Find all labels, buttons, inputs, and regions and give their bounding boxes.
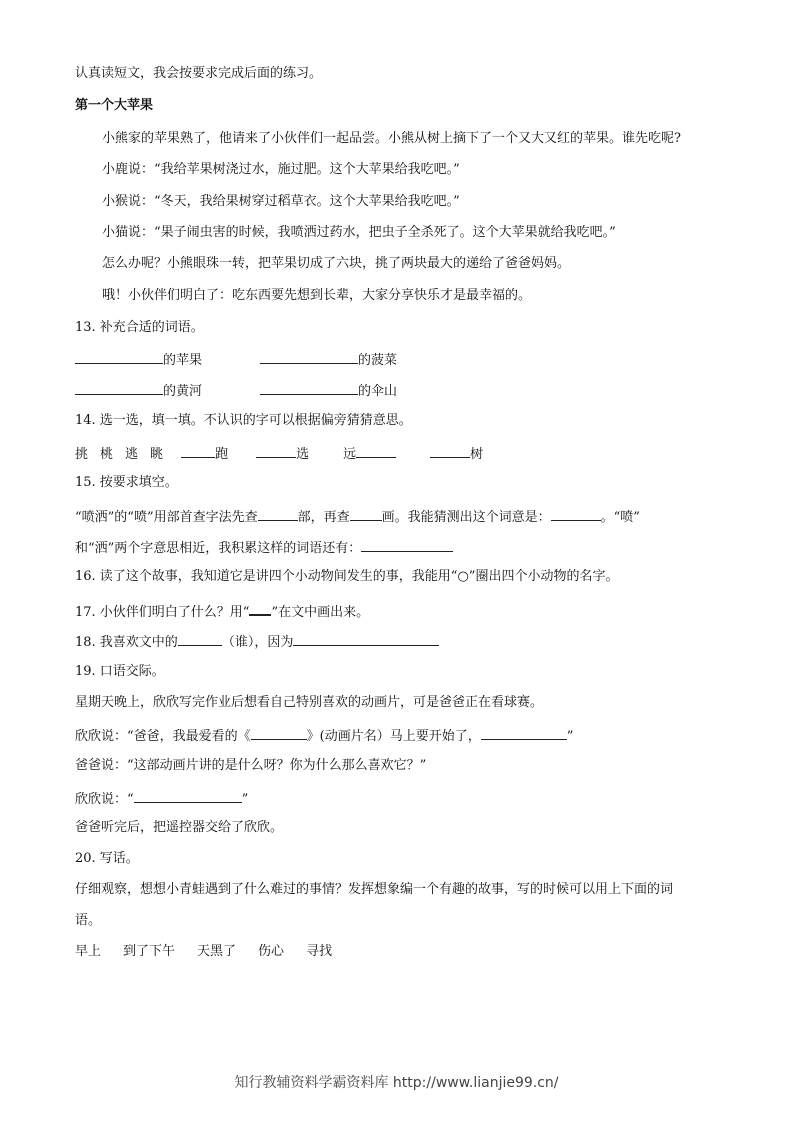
q19-text: ” [566,729,574,744]
answer-blank[interactable] [481,726,567,740]
q15-line [75,538,453,557]
answer-blank[interactable] [260,381,358,395]
q15-text: “喷洒”的“喷”用部首查字法先查 [75,510,258,525]
story-title: 第一个大苹果 [75,98,154,113]
q19-text: ” [241,792,249,807]
q14-fill-word: 远 [343,447,357,462]
q16-text: 16. 读了这个故事，我知道它是讲四个小动物间发生的事，我能用“○”圈出四个小动物的名字。 [75,569,619,584]
q15-text: 部，再查 [297,510,350,525]
q20-line: 仔细观察，想想小青蛙遇到了什么难过的事情？发挥想象编一个有趣的故事，写的时候可以用上下面的词 [75,882,674,897]
story-paragraph: 怎么办呢？小熊眼珠一转，把苹果切成了六块，挑了两块最大的递给了爸爸妈妈。 [102,256,571,271]
answer-blank[interactable] [350,507,382,521]
q14-char: 挑 [75,447,89,462]
word-item: 天黑了 [197,944,237,959]
q13-item: 的黄河 [163,384,203,399]
answer-blank[interactable] [256,444,296,458]
answer-blank[interactable] [134,789,242,803]
q20-words [75,944,332,960]
story-paragraph: 小猴说：“冬天，我给果树穿过稻草衣。这个大苹果给我吃吧。” [102,194,460,209]
intro-instruction: 认真读短文，我会按要求完成后面的练习。 [75,66,323,81]
answer-blank[interactable] [178,632,222,646]
q20-line: 语。 [75,913,102,928]
answer-blank[interactable] [551,507,601,521]
answer-blank[interactable] [361,538,453,552]
q15-stem: 15. 按要求填空。 [75,475,178,490]
q15-line [75,507,640,526]
q18-text: 18. 我喜欢文中的 [75,635,178,650]
q19-stem: 19. 口语交际。 [75,664,165,679]
answer-blank[interactable] [75,381,163,395]
q19-line [75,789,248,808]
word-item: 到了下午 [123,944,176,959]
q19-text: 欣欣说：“爸爸，我最爱看的《 [75,729,251,744]
answer-blank[interactable] [251,726,307,740]
story-paragraph: 小猫说：“果子闹虫害的时候，我喷洒过药水，把虫子全杀死了。这个大苹果就给我吃吧。” [102,225,616,240]
story-paragraph: 哦！小伙伴们明白了：吃东西要先想到长辈，大家分享快乐才是最幸福的。 [102,288,532,303]
q13-row [75,350,397,369]
q14-char: 逃 [125,447,139,462]
q19-line: 爸爸听完后，把遥控器交给了欣欣。 [75,820,284,835]
q18-text: （谁），因为 [221,635,294,650]
answer-blank[interactable] [356,444,396,458]
q14-char: 桃 [100,447,114,462]
q15-text: 画。我能猜测出这个词意是： [381,510,551,525]
q19-text: 欣欣说：“ [75,792,134,807]
q20-stem: 20. 写话。 [75,851,139,866]
story-paragraph: 小熊家的苹果熟了，他请来了小伙伴们一起品尝。小熊从树上摘下了一个又大又红的苹果。谁先吃呢? [102,131,681,146]
answer-blank[interactable] [430,444,470,458]
word-item: 寻找 [306,944,333,959]
answer-blank[interactable] [293,632,439,646]
q13-stem: 13. 补充合适的词语。 [75,320,204,335]
q13-row [75,381,397,400]
q15-text: 和“洒”两个字意思相近，我积累这样的词语还有： [75,541,362,556]
answer-blank[interactable] [258,507,298,521]
q15-text: 。“喷” [600,510,640,525]
answer-blank[interactable] [75,350,163,364]
q17-text: ”在文中画出来。 [271,605,370,620]
story-paragraph: 小鹿说：“我给苹果树浇过水，施过肥。这个大苹果给我吃吧。” [102,162,460,177]
page-footer: 知行教辅资料学霸资料库 http://www.lianjie99.cn/ [234,1075,559,1091]
q19-line: 爸爸说：“这部动画片讲的是什么呀？你为什么那么喜欢它？” [75,758,427,773]
q19-scene: 星期天晚上，欣欣写完作业后想看自己特别喜欢的动画片，可是爸爸正在看球赛。 [75,695,544,710]
answer-blank[interactable] [260,350,358,364]
q17-text: 17. 小伙伴们明白了什么？用“ [75,605,250,620]
q19-line [75,726,573,745]
q13-item: 的苹果 [163,353,203,368]
q14-char: 眺 [150,447,164,462]
q14-fill-word: 树 [470,447,484,462]
q14-fill-word: 选 [296,447,310,462]
word-item: 早上 [75,944,102,959]
q18-line [75,632,439,651]
underline-sample [249,601,271,616]
q19-text: 》(动画片名）马上要开始了， [306,729,481,744]
q13-item: 的伞山 [358,384,398,399]
word-item: 伤心 [258,944,285,959]
answer-blank[interactable] [181,444,215,458]
q14-stem: 14. 选一选，填一填。不认识的字可以根据偏旁猜猜意思。 [75,413,412,428]
q13-item: 的菠菜 [358,353,398,368]
q14-row [75,444,483,463]
q14-fill-word: 跑 [215,447,229,462]
q17-line [75,601,369,621]
